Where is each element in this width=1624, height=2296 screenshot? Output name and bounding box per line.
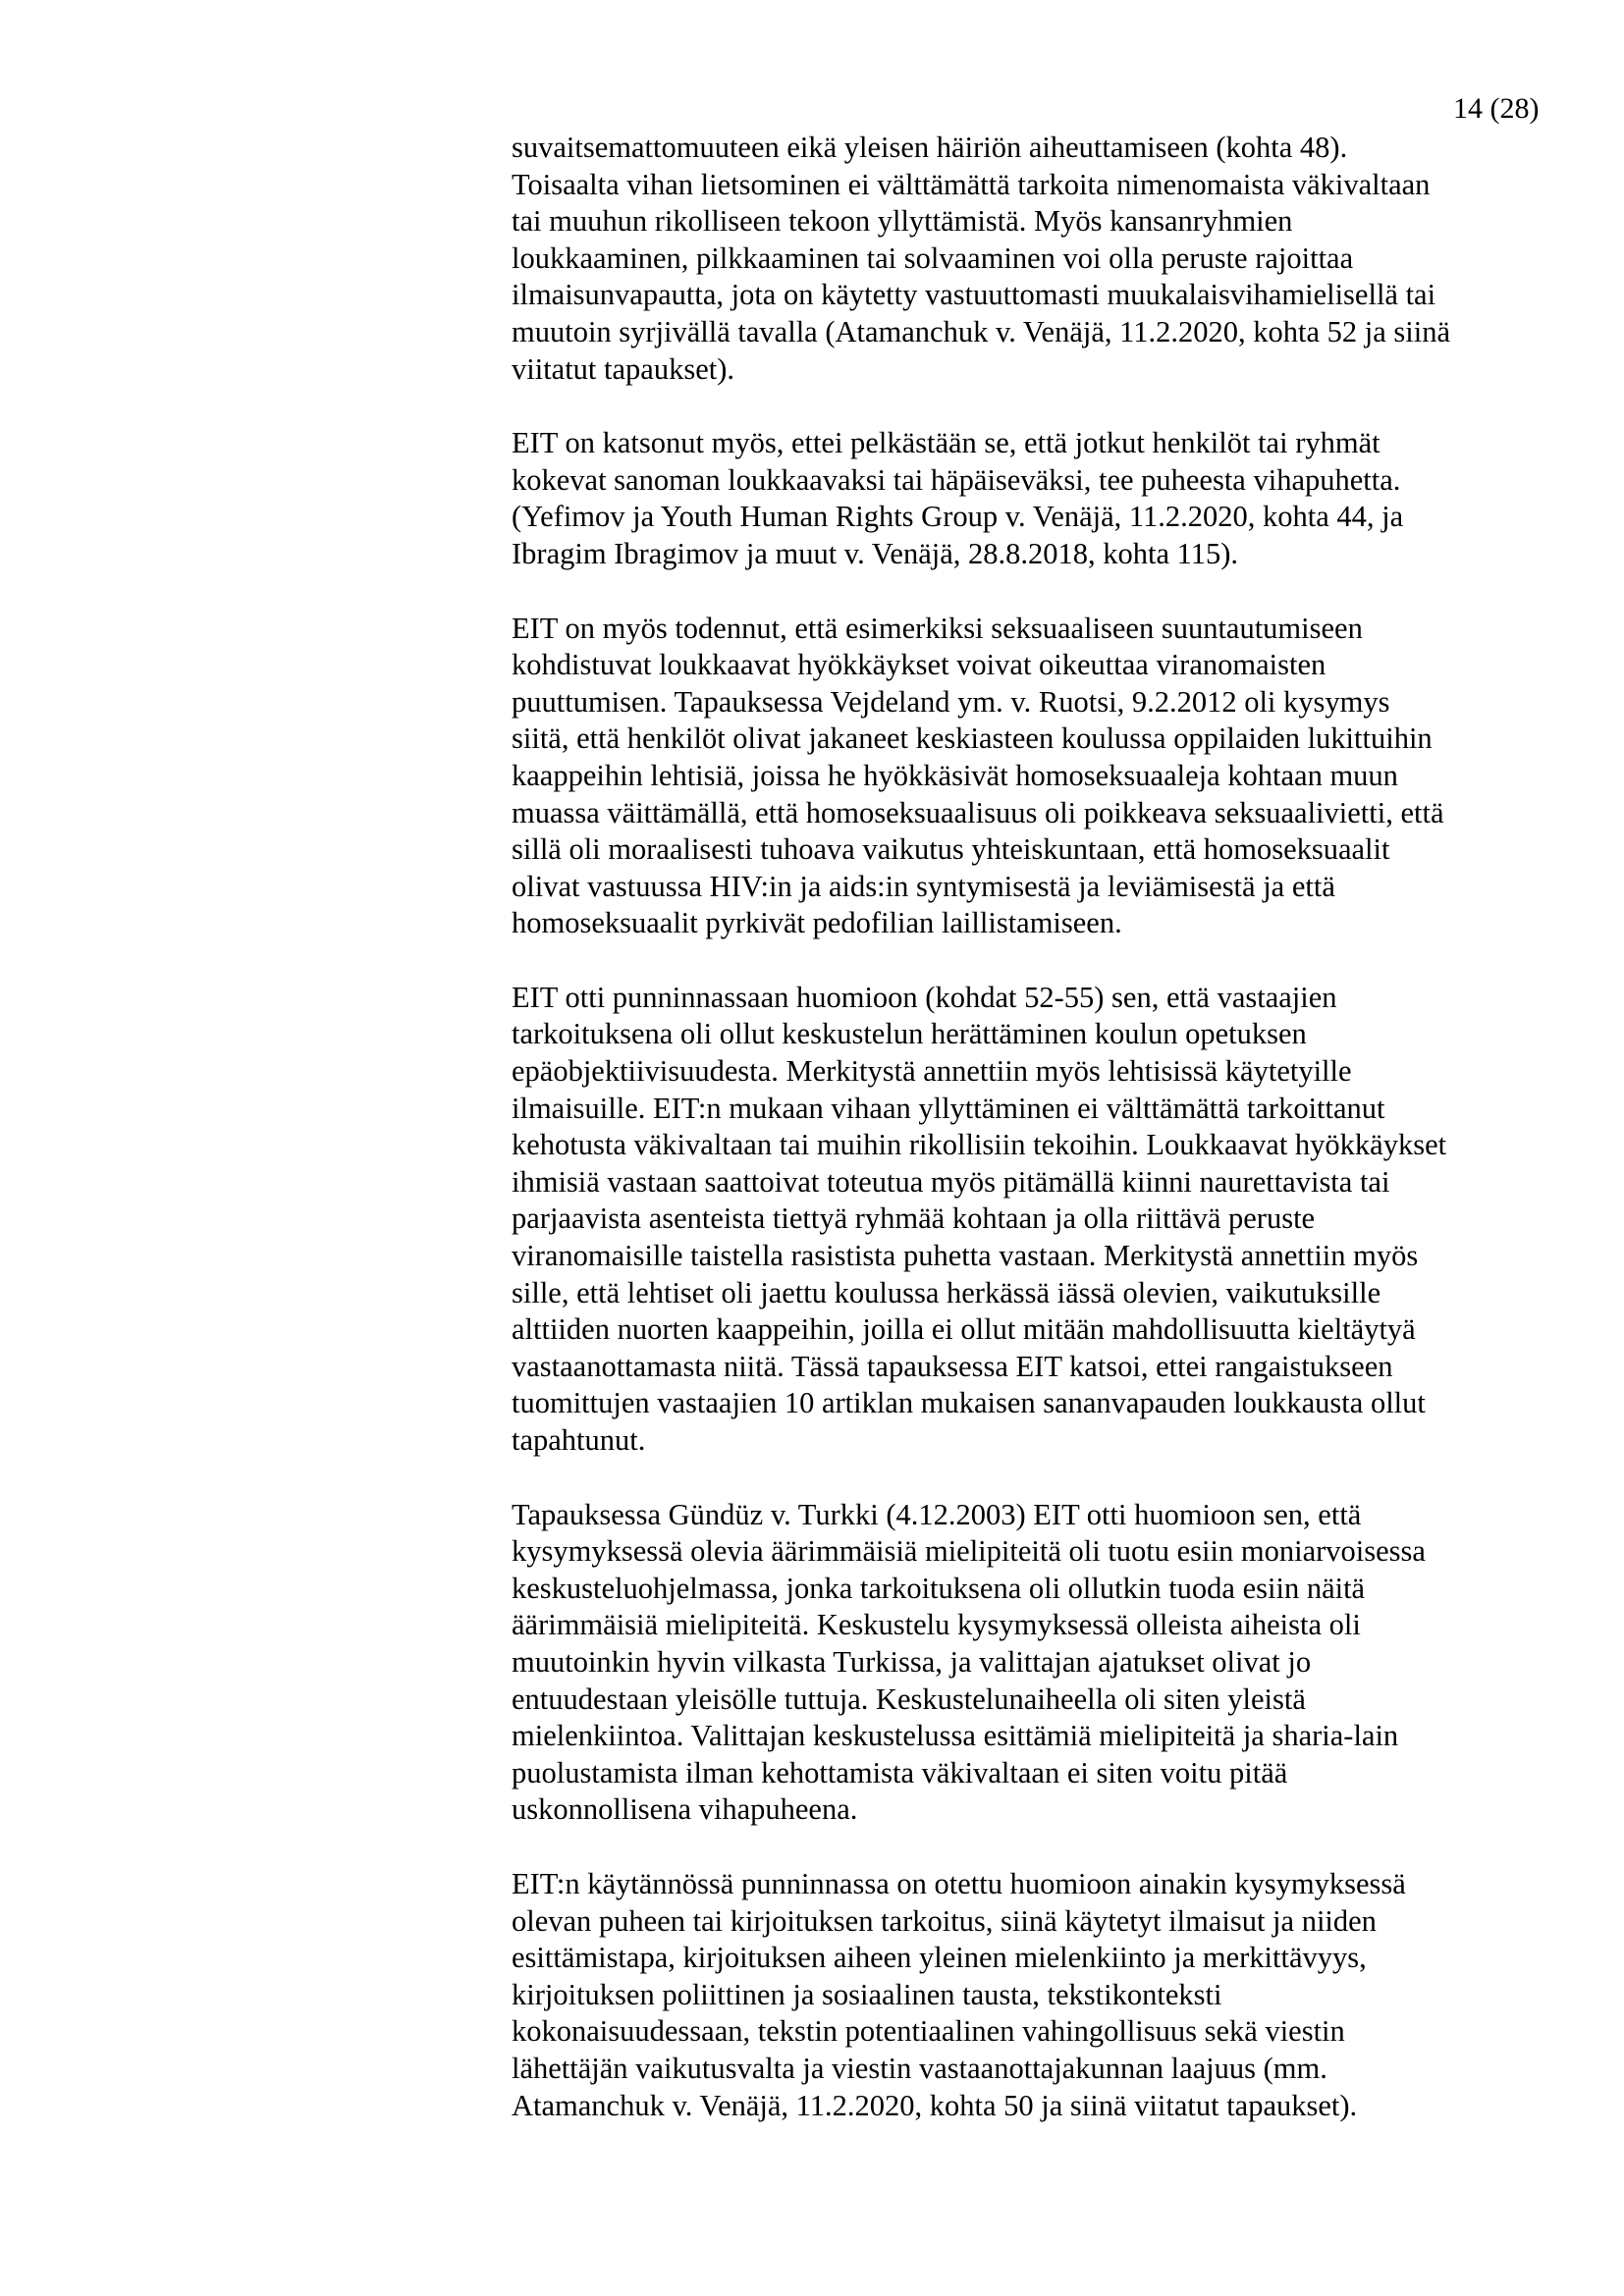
text-line: loukkaaminen, pilkkaaminen tai solvaaminen voi olla peruste rajoittaa [512, 240, 1354, 275]
text-line: puolustamista ilman kehottamista väkivaltaan ei siten voitu pitää [512, 1755, 1288, 1789]
paragraph [512, 980, 1562, 1460]
text-line: kirjoituksen poliittinen ja sosiaalinen tausta, tekstikonteksti [512, 1977, 1222, 2011]
paragraph [512, 1866, 1562, 2124]
text-line: siitä, että henkilöt olivat jakaneet keskiasteen koulussa oppilaiden lukittuihin [512, 721, 1433, 756]
text-line: kohdistuvat loukkaavat hyökkäykset voivat oikeuttaa viranomaisten [512, 648, 1326, 682]
text-line: ilmaisunvapautta, jota on käytetty vastuuttomasti muukalaisvihamielisellä tai [512, 278, 1436, 312]
text-line: homoseksuaalit pyrkivät pedofilian laillistamiseen. [512, 906, 1122, 940]
paragraph [512, 611, 1562, 942]
text-line: EIT on myös todennut, että esimerkiksi seksuaaliseen suuntautumiseen [512, 611, 1363, 645]
text-line: Atamanchuk v. Venäjä, 11.2.2020, kohta 50 ja siinä viitatut tapaukset). [512, 2088, 1358, 2122]
paragraph [512, 1497, 1562, 1829]
page-number: 14 (28) [1453, 92, 1540, 125]
text-line: kehotusta väkivaltaan tai muihin rikollisiin tekoihin. Loukkaavat hyökkäykset [512, 1128, 1447, 1162]
text-line: muutoin syrjivällä tavalla (Atamanchuk v. Venäjä, 11.2.2020, kohta 52 ja siinä [512, 314, 1451, 348]
text-line: viitatut tapaukset). [512, 351, 734, 386]
text-line: kysymyksessä olevia äärimmäisiä mielipiteitä oli tuotu esiin moniarvoisessa [512, 1534, 1426, 1569]
text-line: äärimmäisiä mielipiteitä. Keskustelu kysymyksessä olleista aiheista oli [512, 1608, 1361, 1642]
text-line: keskusteluohjelmassa, jonka tarkoituksena oli ollutkin tuoda esiin näitä [512, 1571, 1366, 1605]
text-line: sillä oli moraalisesti tuhoava vaikutus yhteiskuntaan, että homoseksuaalit [512, 832, 1390, 867]
text-line: (Yefimov ja Youth Human Rights Group v. Venäjä, 11.2.2020, kohta 44, ja [512, 500, 1404, 534]
text-line: lähettäjän vaikutusvalta ja viestin vastaanottajakunnan laajuus (mm. [512, 2051, 1327, 2085]
text-line: mielenkiintoa. Valittajan keskustelussa esittämiä mielipiteitä ja sharia-lain [512, 1719, 1399, 1753]
text-line: olivat vastuussa HIV:in ja aids:in syntymisestä ja leviämisestä ja että [512, 869, 1335, 903]
text-line: esittämistapa, kirjoituksen aiheen yleinen mielenkiinto ja merkittävyys, [512, 1941, 1367, 1975]
document-body [512, 130, 1562, 2162]
text-line: kaappeihin lehtisiä, joissa he hyökkäsivät homoseksuaaleja kohtaan muun [512, 758, 1398, 792]
text-line: vastaanottamasta niitä. Tässä tapauksessa EIT katsoi, ettei rangaistukseen [512, 1349, 1393, 1383]
text-line: EIT:n käytännössä punninnassa on otettu huomioon ainakin kysymyksessä [512, 1866, 1406, 1900]
text-line: kokonaisuudessaan, tekstin potentiaalinen vahingollisuus sekä viestin [512, 2014, 1345, 2049]
text-line: puuttumisen. Tapauksessa Vejdeland ym. v. Ruotsi, 9.2.2012 oli kysymys [512, 684, 1390, 719]
text-line: EIT otti punninnassaan huomioon (kohdat 52-55) sen, että vastaajien [512, 980, 1337, 1014]
text-line: alttiiden nuorten kaappeihin, joilla ei ollut mitään mahdollisuutta kieltäytyä [512, 1312, 1416, 1347]
text-line: EIT on katsonut myös, ettei pelkästään se, että jotkut henkilöt tai ryhmät [512, 426, 1380, 460]
text-line: tuomittujen vastaajien 10 artiklan mukaisen sananvapauden loukkausta ollut [512, 1386, 1426, 1420]
text-line: kokevat sanoman loukkaavaksi tai häpäiseväksi, tee puheesta vihapuhetta. [512, 462, 1401, 497]
text-line: parjaavista asenteista tiettyä ryhmää kohtaan ja olla riittävä peruste [512, 1201, 1316, 1236]
text-line: epäobjektiivisuudesta. Merkitystä annettiin myös lehtisissä käytetyille [512, 1054, 1352, 1089]
text-line: Tapauksessa Gündüz v. Turkki (4.12.2003) EIT otti huomioon sen, että [512, 1497, 1362, 1531]
text-line: tapahtunut. [512, 1423, 646, 1457]
text-line: muassa väittämällä, että homoseksuaalisuus oli poikkeava seksuaalivietti, että [512, 795, 1444, 829]
text-line: Toisaalta vihan lietsominen ei välttämättä tarkoita nimenomaista väkivaltaan [512, 167, 1431, 201]
text-line: entuudestaan yleisölle tuttuja. Keskustelunaiheella oli siten yleistä [512, 1682, 1306, 1716]
paragraph [512, 425, 1562, 572]
text-line: olevan puheen tai kirjoituksen tarkoitus, siinä käytetyt ilmaisut ja niiden [512, 1903, 1377, 1938]
text-line: muutoinkin hyvin vilkasta Turkissa, ja valittajan ajatukset olivat jo [512, 1644, 1312, 1679]
text-line: Ibragim Ibragimov ja muut v. Venäjä, 28.8.2018, kohta 115). [512, 536, 1239, 570]
paragraph [512, 130, 1562, 388]
text-line: uskonnollisena vihapuheena. [512, 1792, 858, 1827]
text-line: ilmaisuille. EIT:n mukaan vihaan yllyttäminen ei välttämättä tarkoittanut [512, 1091, 1385, 1125]
text-line: tarkoituksena oli ollut keskustelun herättäminen koulun opetuksen [512, 1017, 1307, 1051]
text-line: sille, että lehtiset oli jaettu koulussa herkässä iässä olevien, vaikutuksille [512, 1275, 1381, 1309]
text-line: suvaitsemattomuuteen eikä yleisen häiriön aiheuttamiseen (kohta 48). [512, 131, 1348, 164]
text-line: viranomaisille taistella rasistista puhetta vastaan. Merkitystä annettiin myös [512, 1239, 1419, 1273]
text-line: tai muuhun rikolliseen tekoon yllyttämistä. Myös kansanryhmien [512, 204, 1293, 239]
text-line: ihmisiä vastaan saattoivat toteutua myös pitämällä kiinni naurettavista tai [512, 1164, 1390, 1199]
